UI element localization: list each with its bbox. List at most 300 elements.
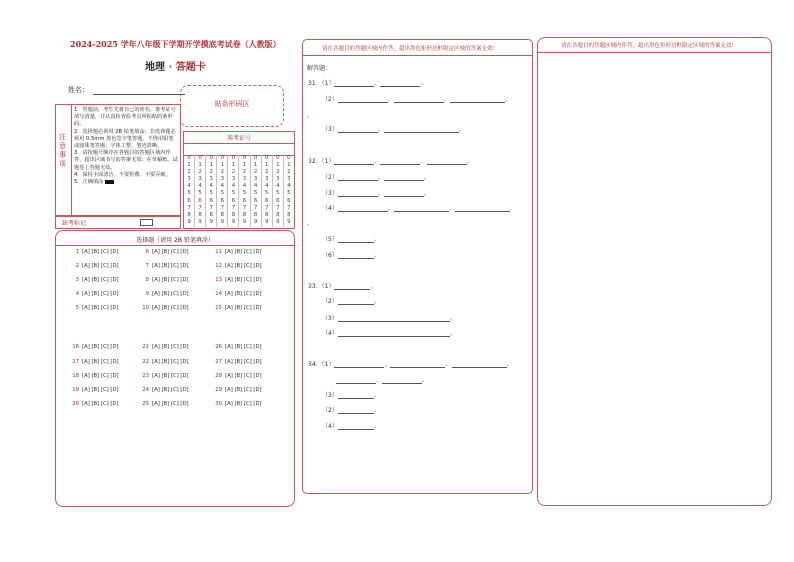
exam-id-digit[interactable]: 9	[264, 218, 269, 225]
card-subtitle	[145, 58, 206, 73]
part-label: （5）	[322, 236, 338, 243]
exam-id-box	[183, 131, 295, 229]
exam-id-digit[interactable]: 7	[231, 204, 236, 211]
choice-options[interactable]: [A] [B] [C] [D]	[82, 305, 119, 311]
exam-id-digit[interactable]: 8	[242, 211, 247, 218]
answer-blank[interactable]	[338, 236, 374, 243]
question-number: 8	[145, 277, 149, 283]
choice-options[interactable]: [A] [B] [C] [D]	[225, 291, 262, 297]
exam-id-digit[interactable]: 7	[209, 204, 213, 211]
period: 。	[307, 112, 314, 119]
choice-question[interactable]	[213, 249, 262, 255]
exam-id-column[interactable]	[239, 155, 250, 227]
exam-id-digit[interactable]: 4	[187, 183, 191, 190]
part-label: （2）	[322, 298, 338, 305]
period: 。	[449, 330, 456, 337]
exam-id-digit[interactable]: 9	[187, 218, 191, 225]
exam-id-digit[interactable]: 7	[242, 204, 247, 211]
exam-id-digit[interactable]: 3	[198, 176, 202, 183]
answer-blank[interactable]	[338, 205, 388, 212]
exam-id-digit[interactable]: 6	[253, 197, 258, 204]
exam-id-digit[interactable]: 1	[187, 162, 191, 169]
answer-line	[322, 203, 516, 212]
exam-id-column[interactable]	[284, 155, 294, 227]
period: 。	[423, 174, 430, 181]
answer-blank[interactable]	[450, 96, 505, 103]
choice-question[interactable]	[140, 387, 189, 393]
comma: 、	[420, 158, 427, 165]
exam-id-digit[interactable]: 6	[187, 197, 191, 204]
exam-id-digit[interactable]: 0	[187, 155, 191, 161]
period: 。	[307, 220, 314, 227]
filled-mark-icon	[105, 180, 114, 184]
exam-id-digit[interactable]: 5	[209, 190, 213, 197]
choice-options[interactable]: [A] [B] [C] [D]	[225, 359, 262, 365]
choice-options[interactable]: [A] [B] [C] [D]	[225, 344, 262, 350]
exam-id-digit[interactable]: 6	[242, 197, 247, 204]
part-label: （4）	[322, 423, 338, 430]
exam-title: 2024-2025 学年八年级下学期开学摸底考试卷（人教版）	[70, 39, 281, 49]
exam-id-digit[interactable]: 3	[242, 176, 247, 183]
comma: 、	[504, 96, 511, 103]
choice-question[interactable]	[213, 263, 262, 269]
answer-blank[interactable]	[338, 423, 374, 430]
exam-id-digit[interactable]: 5	[253, 190, 258, 197]
choice-options[interactable]: [A] [B] [C] [D]	[225, 305, 262, 311]
exam-id-digit[interactable]: 2	[253, 169, 258, 176]
answer-line	[308, 281, 376, 290]
exam-id-digit[interactable]: 3	[276, 176, 280, 183]
part-label: （3）	[322, 315, 338, 322]
exam-id-digit[interactable]: 4	[231, 183, 236, 190]
choice-question[interactable]	[213, 373, 262, 379]
answer-blank[interactable]	[338, 315, 450, 322]
question-number: 34．	[308, 361, 322, 368]
exam-id-column[interactable]	[217, 155, 228, 227]
exam-id-digit[interactable]: 9	[253, 218, 258, 225]
choice-question[interactable]	[140, 277, 189, 283]
answer-blank[interactable]	[427, 158, 467, 165]
exam-id-digit[interactable]: 6	[231, 197, 236, 204]
exam-id-digit[interactable]: 3	[187, 176, 191, 183]
choice-options[interactable]: [A] [B] [C] [D]	[225, 263, 262, 269]
exam-id-digit[interactable]: 8	[276, 211, 280, 218]
exam-id-digit[interactable]: 3	[264, 176, 269, 183]
choice-options[interactable]: [A] [B] [C] [D]	[82, 263, 119, 269]
choice-divider	[56, 245, 294, 246]
answer-blank[interactable]	[380, 158, 420, 165]
exam-id-digit[interactable]: 4	[198, 183, 202, 190]
answer-blank[interactable]	[334, 80, 374, 87]
answer-line	[322, 405, 380, 414]
exam-id-digit[interactable]: 0	[276, 155, 280, 161]
exam-id-digit[interactable]: 5	[242, 190, 247, 197]
right-notice: 请在各题目的答题区域内作答，超出黑色矩形边框限定区域的答案无效！	[561, 43, 738, 49]
answer-line	[322, 234, 380, 243]
answer-blank[interactable]	[455, 205, 510, 212]
exam-id-digit[interactable]: 4	[209, 183, 213, 190]
period: 。	[458, 126, 465, 133]
period: 。	[373, 407, 380, 414]
exam-id-digit[interactable]: 6	[264, 197, 269, 204]
exam-id-column[interactable]	[228, 155, 239, 227]
exam-id-column[interactable]	[206, 155, 217, 227]
exam-id-digit[interactable]: 9	[287, 218, 291, 225]
choice-options[interactable]: [A] [B] [C] [D]	[82, 277, 119, 283]
barcode-label: 贴条形码区	[214, 100, 250, 108]
period: 。	[422, 377, 429, 384]
choice-options[interactable]: [A] [B] [C] [D]	[225, 387, 262, 393]
exam-id-digit[interactable]: 7	[276, 204, 280, 211]
comma: 、	[376, 377, 383, 384]
exam-id-digit[interactable]: 5	[287, 190, 291, 197]
choice-options[interactable]: [A] [B] [C] [D]	[152, 344, 189, 350]
choice-options[interactable]: [A] [B] [C] [D]	[152, 249, 189, 255]
exam-id-digit[interactable]: 2	[231, 169, 236, 176]
exam-id-digit[interactable]: 7	[198, 204, 202, 211]
part-label: （1）	[321, 158, 335, 165]
exam-id-digit[interactable]: 0	[220, 155, 225, 161]
name-line[interactable]	[93, 86, 185, 95]
exam-id-digit[interactable]: 2	[198, 169, 202, 176]
exam-id-digit[interactable]: 4	[264, 183, 269, 190]
exam-id-digit[interactable]: 0	[242, 155, 247, 161]
choice-options[interactable]: [A] [B] [C] [D]	[82, 401, 119, 407]
choice-question[interactable]	[70, 305, 119, 311]
exam-id-digit[interactable]: 3	[220, 176, 225, 183]
comma: 、	[377, 174, 384, 181]
exam-id-digit[interactable]: 7	[220, 204, 225, 211]
exam-id-column[interactable]	[251, 155, 262, 227]
exam-id-digit[interactable]: 1	[220, 162, 225, 169]
exam-id-digit[interactable]: 6	[276, 197, 280, 204]
answer-blank[interactable]	[338, 96, 388, 103]
period: 。	[373, 392, 380, 399]
comma: 、	[384, 361, 391, 368]
exam-id-digit[interactable]: 6	[287, 197, 291, 204]
choice-options[interactable]: [A] [B] [C] [D]	[225, 401, 262, 407]
answer-line	[322, 172, 430, 181]
exam-id-digit[interactable]: 8	[264, 211, 269, 218]
choice-options[interactable]: [A] [B] [C] [D]	[82, 373, 119, 379]
choice-question[interactable]	[70, 277, 119, 283]
choice-question[interactable]	[213, 344, 262, 350]
choice-options[interactable]: [A] [B] [C] [D]	[225, 373, 262, 379]
answer-blank[interactable]	[338, 407, 374, 414]
choice-question[interactable]	[140, 359, 189, 365]
choice-question[interactable]	[140, 305, 189, 311]
exam-id-digit[interactable]: 8	[287, 211, 291, 218]
answer-section-label: 解答题：	[307, 65, 332, 72]
choice-question[interactable]	[213, 401, 262, 407]
period: 。	[466, 158, 473, 165]
answer-blank[interactable]	[334, 361, 384, 368]
question-number: 12	[215, 263, 222, 269]
choice-question[interactable]	[213, 387, 262, 393]
choice-options[interactable]: [A] [B] [C] [D]	[152, 387, 189, 393]
exam-id-digit[interactable]: 1	[242, 162, 247, 169]
exam-id-digit[interactable]: 0	[287, 155, 291, 161]
absent-checkbox[interactable]	[140, 219, 153, 226]
exam-id-digit[interactable]: 4	[220, 183, 225, 190]
choice-question[interactable]	[140, 291, 189, 297]
exam-id-digit[interactable]: 6	[209, 197, 213, 204]
exam-id-digit[interactable]: 5	[187, 190, 191, 197]
exam-id-digit[interactable]: 1	[253, 162, 258, 169]
answer-blank[interactable]	[394, 96, 444, 103]
part-label: （2）	[322, 96, 338, 103]
answer-blank[interactable]	[452, 361, 507, 368]
answer-blank[interactable]	[338, 298, 374, 305]
exam-id-digit[interactable]: 7	[264, 204, 269, 211]
choice-question[interactable]	[140, 263, 189, 269]
answer-line	[322, 296, 380, 305]
answer-blank[interactable]	[334, 283, 370, 290]
choice-question[interactable]	[70, 359, 119, 365]
part-label: （2）	[322, 407, 338, 414]
answer-blank[interactable]	[336, 377, 376, 384]
exam-id-digit[interactable]: 7	[187, 204, 191, 211]
answer-line	[307, 218, 313, 227]
exam-id-digit[interactable]: 3	[253, 176, 258, 183]
answer-blank[interactable]	[338, 330, 450, 337]
choice-question[interactable]	[213, 305, 262, 311]
right-notice-divider	[537, 52, 772, 53]
period: 。	[373, 252, 380, 259]
answer-blank[interactable]	[334, 158, 374, 165]
exam-id-digit[interactable]: 4	[276, 183, 280, 190]
choice-options[interactable]: [A] [B] [C] [D]	[152, 305, 189, 311]
period: 。	[373, 298, 380, 305]
answer-blank[interactable]	[384, 190, 424, 197]
exam-id-digit[interactable]: 1	[287, 162, 291, 169]
subject-name: 地理	[145, 62, 165, 73]
choice-question[interactable]	[70, 344, 119, 350]
answer-line	[322, 313, 456, 322]
exam-id-digit[interactable]: 3	[231, 176, 236, 183]
exam-id-digit[interactable]: 5	[276, 190, 280, 197]
answer-blank[interactable]	[384, 126, 459, 133]
exam-id-digit[interactable]: 1	[209, 162, 213, 169]
question-number: 11	[215, 249, 222, 255]
notes-item: 2．选择题必须用 2B 铅笔填涂；非选择题必须用 0.5mm 黑色签字笔答题，不得用铅笔或圆珠笔答题；字体工整、笔迹清晰。	[74, 128, 176, 150]
choice-options[interactable]: [A] [B] [C] [D]	[225, 249, 262, 255]
choice-options[interactable]: [A] [B] [C] [D]	[82, 359, 119, 365]
part-label: （3）	[322, 392, 338, 399]
exam-id-column[interactable]	[273, 155, 284, 227]
answer-line	[322, 328, 456, 337]
exam-id-digit[interactable]: 2	[276, 169, 280, 176]
exam-id-digit[interactable]: 2	[264, 169, 269, 176]
answer-line	[307, 110, 313, 119]
exam-id-digit[interactable]: 0	[231, 155, 236, 161]
question-number: 21	[142, 344, 149, 350]
answer-line	[322, 188, 430, 197]
answer-blank[interactable]	[338, 252, 374, 259]
choice-question[interactable]	[70, 401, 119, 407]
answer-blank[interactable]	[382, 377, 422, 384]
part-label: （4）	[322, 205, 338, 212]
choice-question[interactable]	[70, 291, 119, 297]
answer-blank[interactable]	[338, 126, 378, 133]
answer-blank[interactable]	[338, 190, 378, 197]
answer-notice: 请在各题目的答题区域内作答，超出黑色矩形边框限定区域的答案无效！	[322, 46, 499, 52]
absent-label: 缺考标记	[62, 220, 87, 227]
question-number: 1	[75, 249, 79, 255]
question-number: 6	[145, 249, 149, 255]
answer-blank[interactable]	[380, 80, 420, 87]
choice-options[interactable]: [A] [B] [C] [D]	[152, 291, 189, 297]
notes-box	[55, 104, 181, 216]
answer-blank[interactable]	[338, 174, 378, 181]
choice-question[interactable]	[140, 373, 189, 379]
exam-id-digit[interactable]: 0	[209, 155, 213, 161]
exam-id-digit[interactable]: 8	[253, 211, 258, 218]
choice-question[interactable]	[213, 359, 262, 365]
question-number: 14	[215, 291, 222, 297]
exam-id-digit[interactable]: 5	[231, 190, 236, 197]
name-field[interactable]	[68, 85, 185, 95]
exam-id-digit[interactable]: 3	[287, 176, 291, 183]
question-number: 4	[75, 291, 79, 297]
choice-question[interactable]	[213, 277, 262, 283]
comma: 、	[374, 158, 381, 165]
notes-label: 注意事项	[59, 133, 66, 168]
choice-question[interactable]	[70, 249, 119, 255]
answer-line	[322, 94, 511, 103]
exam-id-digit[interactable]: 6	[198, 197, 202, 204]
answer-line	[322, 390, 380, 399]
exam-id-digit[interactable]: 0	[264, 155, 269, 161]
part-label: （1）	[321, 80, 335, 87]
notes-item: 5．正确填涂	[74, 179, 104, 186]
exam-id-digit[interactable]: 2	[242, 169, 247, 176]
exam-id-digit[interactable]: 5	[220, 190, 225, 197]
exam-id-column[interactable]	[195, 155, 206, 227]
comma: 、	[445, 361, 452, 368]
choice-question[interactable]	[70, 373, 119, 379]
choice-options[interactable]: [A] [B] [C] [D]	[152, 359, 189, 365]
exam-id-digit[interactable]: 2	[220, 169, 225, 176]
right-panel	[537, 37, 772, 506]
exam-id-digit[interactable]: 8	[209, 211, 213, 218]
exam-id-column[interactable]	[184, 155, 195, 227]
part-label: （2）	[322, 174, 338, 181]
exam-id-digit[interactable]: 7	[253, 204, 258, 211]
question-number: 19	[72, 387, 79, 393]
question-number: 15	[215, 305, 222, 311]
question-number: 29	[215, 387, 222, 393]
choice-options[interactable]: [A] [B] [C] [D]	[225, 277, 262, 283]
exam-id-digit[interactable]: 8	[231, 211, 236, 218]
part-label: （3）	[322, 190, 338, 197]
exam-id-column[interactable]	[262, 155, 273, 227]
exam-id-title: 准考证号	[226, 135, 251, 142]
exam-id-digit[interactable]: 4	[287, 183, 291, 190]
choice-options[interactable]: [A] [B] [C] [D]	[152, 277, 189, 283]
exam-id-digit[interactable]: 6	[220, 197, 225, 204]
exam-id-digit[interactable]: 0	[253, 155, 258, 161]
answer-line	[308, 359, 513, 368]
choice-options[interactable]: [A] [B] [C] [D]	[82, 291, 119, 297]
question-number: 10	[142, 305, 149, 311]
choice-question[interactable]	[70, 263, 119, 269]
exam-id-digit[interactable]: 4	[253, 183, 258, 190]
question-number: 7	[145, 263, 149, 269]
exam-id-digit[interactable]: 9	[276, 218, 280, 225]
exam-id-digit[interactable]: 9	[231, 218, 236, 225]
question-number: 20	[72, 401, 79, 407]
choice-question[interactable]	[140, 249, 189, 255]
exam-id-digit[interactable]: 9	[198, 218, 202, 225]
exam-id-digit[interactable]: 8	[220, 211, 225, 218]
exam-id-digit[interactable]: 1	[198, 162, 202, 169]
notes-item: 4．保持卡面清洁，不要折叠、不要弄破。	[74, 171, 171, 178]
question-number: 25	[142, 401, 149, 407]
comma: 、	[509, 205, 516, 212]
exam-id-grid[interactable]	[184, 155, 294, 227]
answer-notice-divider	[302, 55, 533, 56]
exam-id-digit[interactable]: 2	[287, 169, 291, 176]
exam-id-digit[interactable]: 0	[198, 155, 202, 161]
question-number: 32．	[308, 158, 322, 165]
exam-id-digit[interactable]: 9	[220, 218, 225, 225]
exam-id-digit[interactable]: 2	[209, 169, 213, 176]
question-number: 22	[142, 359, 149, 365]
exam-id-digit[interactable]: 5	[198, 190, 202, 197]
choice-question[interactable]	[140, 401, 189, 407]
card-name: 答题卡	[175, 62, 206, 73]
answer-blank[interactable]	[384, 174, 424, 181]
choice-options[interactable]: [A] [B] [C] [D]	[152, 401, 189, 407]
period: 。	[370, 283, 377, 290]
exam-id-digit[interactable]: 8	[198, 211, 202, 218]
exam-id-digit[interactable]: 7	[287, 204, 291, 211]
question-number: 17	[72, 359, 79, 365]
choice-options[interactable]: [A] [B] [C] [D]	[152, 373, 189, 379]
choice-options[interactable]: [A] [B] [C] [D]	[82, 249, 119, 255]
answer-blank[interactable]	[394, 205, 449, 212]
answer-blank[interactable]	[338, 392, 374, 399]
part-label: （1）	[321, 361, 335, 368]
period: 。	[373, 423, 380, 430]
exam-id-digit[interactable]: 8	[187, 211, 191, 218]
exam-id-digit[interactable]: 1	[231, 162, 236, 169]
question-number: 9	[145, 291, 149, 297]
answer-line	[322, 421, 380, 430]
question-number: 26	[215, 344, 222, 350]
exam-id-digit[interactable]: 4	[242, 183, 247, 190]
exam-id-digit[interactable]: 1	[276, 162, 280, 169]
exam-id-digit[interactable]: 9	[209, 218, 213, 225]
choice-question[interactable]	[140, 344, 189, 350]
exam-id-digit[interactable]: 5	[264, 190, 269, 197]
choice-question[interactable]	[213, 291, 262, 297]
choice-options[interactable]: [A] [B] [C] [D]	[82, 344, 119, 350]
exam-id-digit[interactable]: 3	[209, 176, 213, 183]
choice-title: 选择题（请用 2B 铅笔填涂）	[136, 237, 214, 244]
question-number: 5	[75, 305, 79, 311]
answer-blank[interactable]	[390, 361, 445, 368]
exam-id-digit[interactable]: 1	[264, 162, 269, 169]
choice-question[interactable]	[70, 387, 119, 393]
exam-id-digit[interactable]: 9	[242, 218, 247, 225]
question-number: 30	[215, 401, 222, 407]
choice-options[interactable]: [A] [B] [C] [D]	[82, 387, 119, 393]
exam-id-digit[interactable]: 2	[187, 169, 191, 176]
comma: 、	[387, 96, 394, 103]
choice-options[interactable]: [A] [B] [C] [D]	[152, 263, 189, 269]
